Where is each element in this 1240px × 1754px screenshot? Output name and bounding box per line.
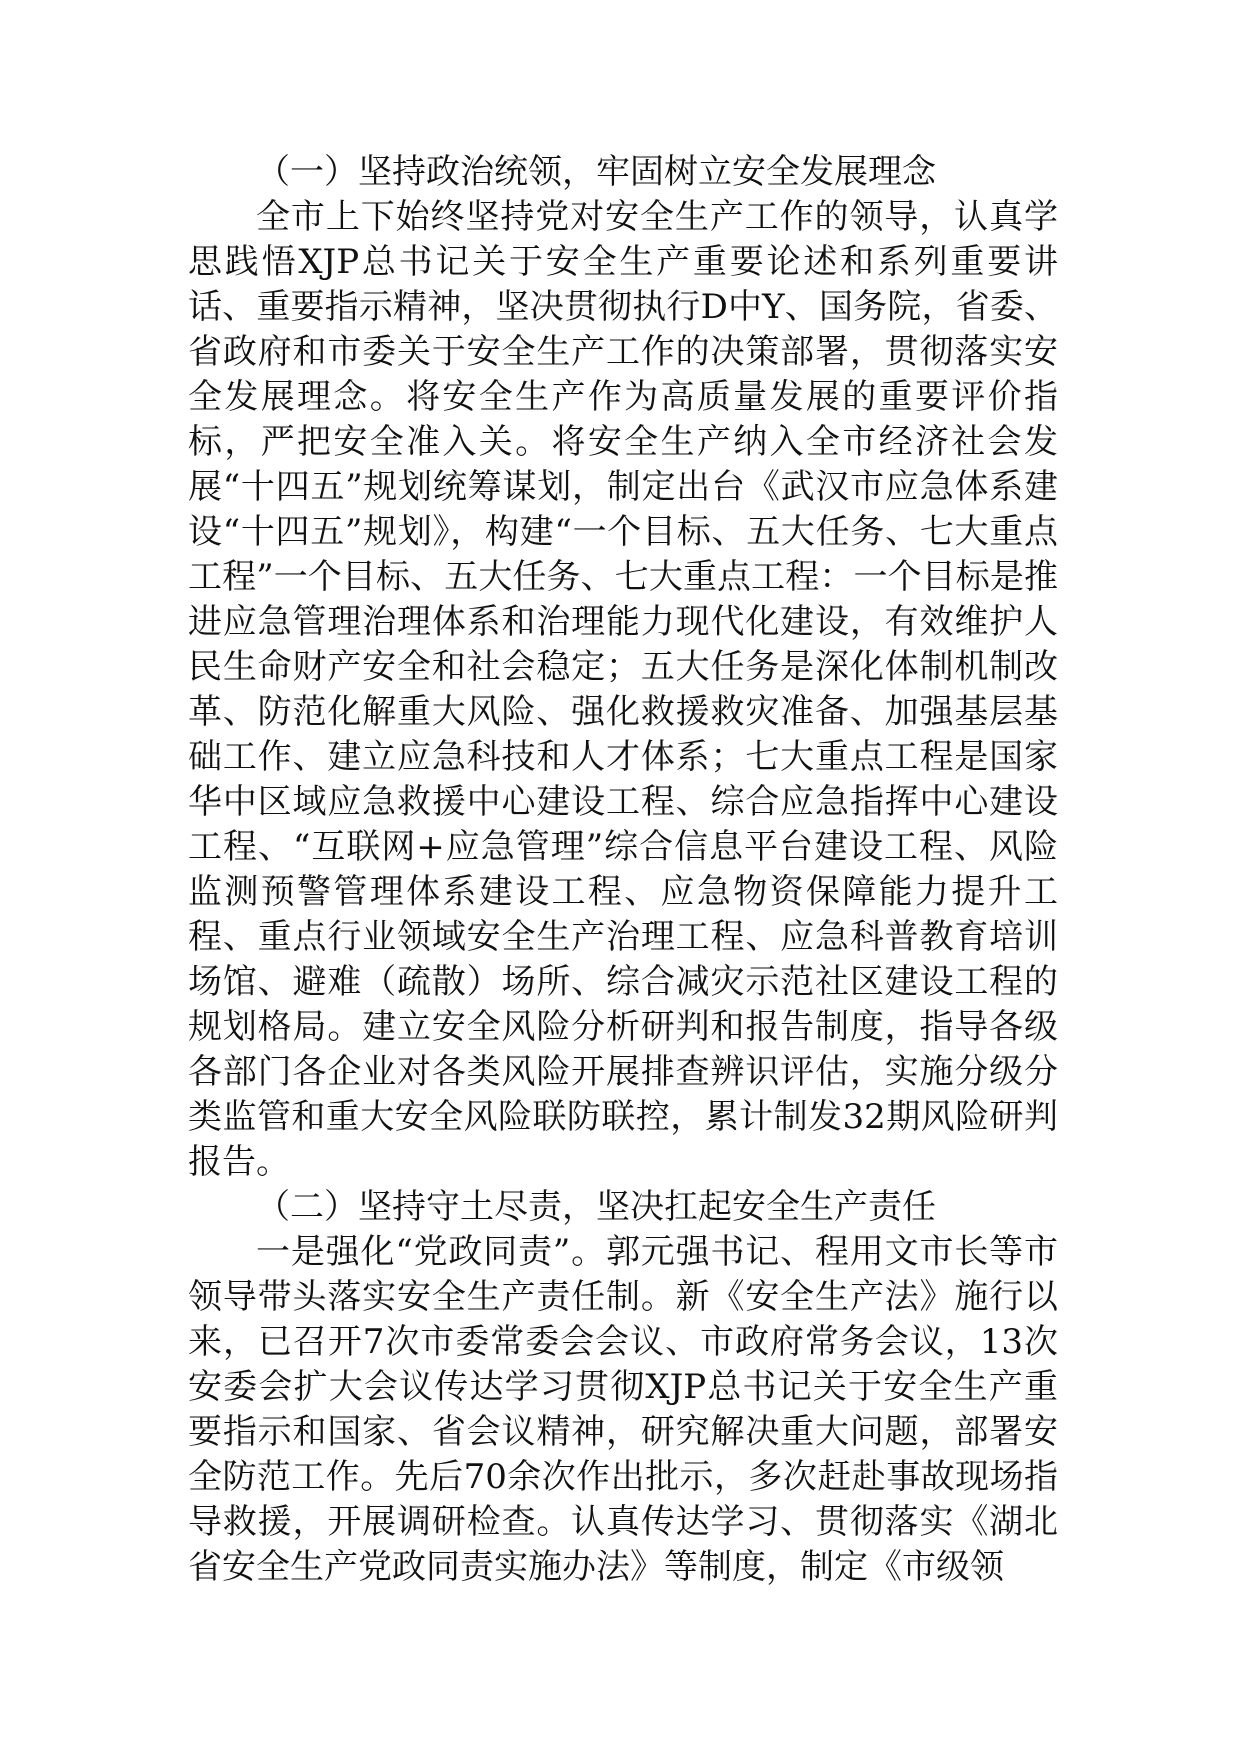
document-body — [188, 150, 1058, 1590]
section-1-paragraph: 全市上下始终坚持党对安全生产工作的领导，认真学思践悟XJP总书记关于安全生产重要论述和系列重要讲话、重要指示精神，坚决贯彻执行D中Y、国务院，省委、省政府和市委关于安全生产工作的决策部署，贯彻落实安全发展理念。将安全生产作为高质量发展的重要评价指标，严把安全准入关。将安全生产纳入全市经济社会发展“十四五”规划统筹谋划，制定出台《武汉市应急体系建设“十四五”规划》，构建“一个目标、五大任务、七大重点工程”一个目标、五大任务、七大重点工程：一个目标是推进应急管理治理体系和治理能力现代化建设，有效维护人民生命财产安全和社会稳定；五大任务是深化体制机制改革、防范化解重大风险、强化救援救灾准备、加强基层基础工作、建立应急科技和人才体系；七大重点工程是国家华中区域应急救援中心建设工程、综合应急指挥中心建设工程、“互联网+应急管理”综合信息平台建设工程、风险监测预警管理体系建设工程、应急物资保障能力提升工程、重点行业领域安全生产治理工程、应急科普教育培训场馆、避难（疏散）场所、综合减灾示范社区建设工程的规划格局。建立安全风险分析研判和报告制度，指导各级各部门各企业对各类风险开展排查辨识评估，实施分级分类监管和重大安全风险联防联控，累计制发32期风险研判报告。 — [188, 197, 1058, 1182]
section-1-heading: （一）坚持政治统领，牢固树立安全发展理念 — [256, 152, 936, 192]
section-2-heading: （二）坚持守土尽责，坚决扛起安全生产责任 — [256, 1187, 936, 1227]
section-2-paragraph: 一是强化“党政同责”。郭元强书记、程用文市长等市领导带头落实安全生产责任制。新《安全生产法》施行以来，已召开7次市委常委会会议、市政府常务会议，13次安委会扩大会议传达学习贯彻XJP总书记关于安全生产重要指示和国家、省会议精神，研究解决重大问题，部署安全防范工作。先后70余次作出批示，多次赶赴事故现场指导救援，开展调研检查。认真传达学习、贯彻落实《湖北省安全生产党政同责实施办法》等制度，制定《市级领 — [188, 1232, 1058, 1587]
